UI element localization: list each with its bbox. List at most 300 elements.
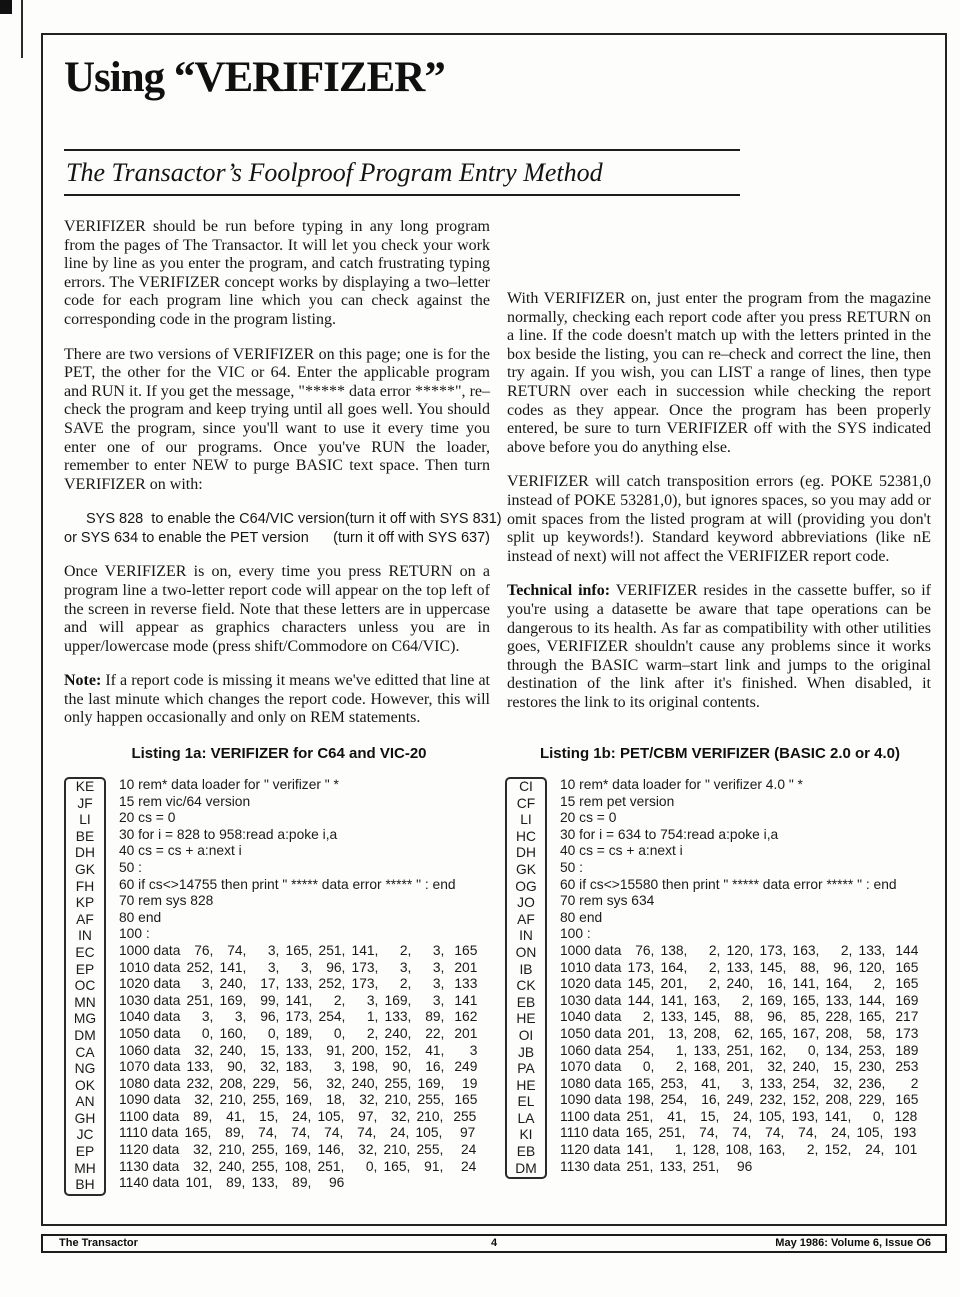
listing-line: 15 rem pet version: [560, 793, 675, 809]
listing-line: [560, 993, 918, 1010]
data-value: 96: [737, 1158, 753, 1174]
data-value: 253: [895, 1059, 919, 1075]
listing-line: 10 rem* data loader for " verifizer 4.0 " *: [560, 777, 803, 792]
data-value: 255,: [251, 1142, 279, 1158]
data-value: 144: [895, 942, 919, 958]
data-value: 3,: [234, 1009, 247, 1025]
data-value: 210,: [383, 1142, 411, 1158]
data-value: 165,: [184, 1125, 212, 1141]
data-value: 3,: [432, 942, 445, 958]
data-value: 152,: [792, 1092, 820, 1108]
listing-line-prefix: 1070 data: [560, 1059, 622, 1075]
data-value: 173,: [351, 959, 379, 975]
listing-line: 80 end: [560, 909, 603, 925]
data-value: 173,: [759, 942, 787, 958]
data-value: 145,: [627, 976, 655, 992]
data-value: 254,: [660, 1092, 688, 1108]
listing-1b: [505, 745, 935, 1179]
listing-line: [119, 1076, 477, 1093]
data-value: 168,: [693, 1059, 721, 1075]
data-value: 0,: [365, 1158, 378, 1174]
data-value: 88,: [734, 1009, 754, 1025]
scan-corner-mark: [0, 0, 12, 14]
data-value: 193: [893, 1125, 917, 1141]
data-value: 138,: [660, 942, 688, 958]
report-code: CI: [519, 779, 533, 794]
page-border: [41, 33, 947, 1226]
data-value: 141,: [626, 1142, 654, 1158]
listing-line-prefix: 1040 data: [119, 1009, 181, 1025]
report-code: EL: [517, 1094, 535, 1110]
data-value: 201,: [726, 1059, 754, 1075]
footer-magazine-name: The Transactor: [59, 1237, 138, 1249]
data-value: 19: [462, 1075, 478, 1091]
report-code: LI: [79, 812, 91, 828]
listing-line: [119, 1142, 477, 1159]
data-value: 251,: [186, 992, 214, 1008]
listing-line-prefix: 1000 data: [119, 942, 181, 958]
footer-page-number: 4: [490, 1237, 498, 1249]
data-value: 165: [895, 976, 919, 992]
report-code: MH: [74, 1160, 96, 1176]
data-value: 108,: [284, 1158, 312, 1174]
data-value: 41,: [226, 1108, 246, 1124]
report-code: LI: [520, 812, 532, 828]
data-value: 89,: [292, 1175, 312, 1191]
data-value: 105,: [856, 1125, 884, 1141]
sys-line: [64, 529, 490, 548]
data-value: 88,: [800, 959, 820, 975]
report-code: BH: [75, 1177, 95, 1193]
data-value: 141,: [660, 992, 688, 1008]
data-value: 89,: [425, 1009, 445, 1025]
data-value: 141,: [285, 992, 313, 1008]
report-code: AF: [517, 911, 535, 927]
data-value: 3,: [432, 976, 445, 992]
data-value: 165,: [285, 942, 313, 958]
sys-line-right: (turn it off with SYS 637): [333, 530, 490, 547]
report-code: JF: [77, 795, 93, 811]
data-value: 74,: [798, 1125, 818, 1141]
data-value: 240,: [218, 1158, 246, 1174]
data-value: 208,: [693, 1025, 721, 1041]
data-value: 253,: [660, 1075, 688, 1091]
data-value: 62,: [734, 1025, 754, 1041]
left-column: [64, 218, 502, 744]
data-value: 24,: [831, 1125, 851, 1141]
report-code: EB: [516, 994, 536, 1010]
data-value: 141,: [219, 959, 247, 975]
listing-line: [560, 1142, 918, 1159]
data-value: 3,: [741, 1075, 754, 1091]
data-value: 41,: [667, 1108, 687, 1124]
data-value: 16,: [767, 976, 787, 992]
data-value: 210,: [416, 1108, 444, 1124]
data-value: 164,: [825, 976, 853, 992]
report-code: KI: [519, 1127, 533, 1143]
report-code: DM: [515, 1160, 537, 1176]
data-value: 32,: [359, 1092, 379, 1108]
data-value: 96: [329, 1175, 345, 1191]
data-value: 152,: [824, 1142, 852, 1158]
data-value: 16,: [425, 1059, 445, 1075]
data-value: 240,: [351, 1075, 379, 1091]
data-value: 133,: [858, 942, 886, 958]
listing-line: [560, 1026, 918, 1043]
listing-line-prefix: 1120 data: [560, 1142, 621, 1158]
data-value: 201,: [627, 1025, 655, 1041]
data-value: 201,: [660, 976, 688, 992]
data-value: 240,: [219, 976, 247, 992]
listing-line: [119, 993, 477, 1010]
data-value: 254,: [792, 1075, 820, 1091]
data-value: 133,: [693, 1042, 721, 1058]
data-value: 251,: [726, 1042, 754, 1058]
data-value: 2: [910, 1075, 919, 1091]
data-value: 2,: [333, 992, 346, 1008]
report-code: NG: [74, 1061, 96, 1077]
data-value: 163,: [693, 992, 721, 1008]
data-value: 189,: [285, 1025, 313, 1041]
data-value: 85,: [800, 1009, 820, 1025]
data-value: 3,: [333, 1059, 346, 1075]
data-value: 2,: [708, 976, 721, 992]
data-value: 108,: [725, 1142, 753, 1158]
data-value: 255,: [251, 1158, 279, 1174]
data-value: 255,: [416, 1142, 444, 1158]
data-value: 3,: [432, 992, 445, 1008]
data-value: 128,: [692, 1142, 720, 1158]
data-value: 173,: [627, 959, 655, 975]
paragraph: VERIFIZER will catch transposition errors (eg. POKE 52381,0 instead of POKE 53281,0), but ignores spaces, so you may add or omit spaces from the listed program at will (providing you don't split up keywords!). Standard keyword abbreviations (like nE instead of next) will not affect the VERIFIZER report code.: [507, 473, 931, 565]
data-value: 162: [454, 1009, 478, 1025]
data-value: 24,: [390, 1125, 410, 1141]
data-value: 89,: [193, 1108, 213, 1124]
listing-line: 30 for i = 634 to 754:read a:poke i,a: [560, 826, 779, 842]
report-code: AF: [76, 911, 94, 927]
data-value: 32,: [833, 1075, 853, 1091]
subtitle-rule-bottom: [64, 194, 740, 196]
data-value: 251,: [658, 1125, 686, 1141]
data-value: 76,: [194, 942, 214, 958]
listing-line: 10 rem* data loader for " verifizer " *: [119, 777, 339, 792]
data-value: 165,: [625, 1125, 653, 1141]
data-value: 91,: [424, 1158, 444, 1174]
data-value: 3,: [267, 942, 280, 958]
report-code: IN: [519, 928, 533, 944]
data-value: 120,: [858, 959, 886, 975]
data-value: 144,: [858, 992, 886, 1008]
listing-line: 40 cs = cs + a:next i: [119, 843, 242, 859]
data-value: 2,: [675, 1059, 688, 1075]
data-value: 74,: [258, 1125, 278, 1141]
data-value: 167,: [792, 1025, 820, 1041]
report-code: HE: [516, 1077, 536, 1093]
data-value: 252,: [318, 976, 346, 992]
data-value: 255,: [417, 1092, 445, 1108]
listing-line: [560, 1109, 918, 1126]
data-value: 2,: [708, 942, 721, 958]
listing-line: [119, 1175, 477, 1192]
report-code: IN: [78, 928, 92, 944]
report-code-box: [505, 777, 547, 1179]
listing-line: 50 :: [560, 859, 584, 875]
listing-line-prefix: 1110 data: [119, 1125, 179, 1141]
listing-line: 70 rem sys 828: [119, 893, 214, 909]
data-value: 229,: [858, 1092, 886, 1108]
data-value: 74,: [765, 1125, 785, 1141]
listing-line: 60 if cs<>15580 then print " ***** data error ***** " : end: [560, 876, 897, 892]
report-code: GK: [75, 861, 95, 877]
paragraph: Once VERIFIZER is on, every time you press RETURN on a program line a two-letter report code will appear on the top left of the screen in reverse field. Note that these letters are in uppercase and will appear as graphics characters unless you are in upper/lowercase mode (press shift/Commodore on C64/VIC).: [64, 563, 490, 655]
data-value: 254,: [627, 1042, 655, 1058]
report-code: HC: [516, 828, 536, 844]
data-value: 2,: [741, 992, 754, 1008]
data-value: 173,: [285, 1009, 313, 1025]
data-value: 208,: [825, 1025, 853, 1041]
data-value: 210,: [219, 1092, 247, 1108]
listing-line-prefix: 1080 data: [560, 1075, 622, 1091]
listing-line: [560, 976, 918, 993]
listing-body: [505, 777, 935, 1179]
report-code: IB: [519, 961, 533, 977]
data-value: 3,: [300, 959, 313, 975]
data-value: 15,: [833, 1059, 853, 1075]
technical-info-text: VERIFIZER resides in the cassette buffer, so if you're using a datasette be aware that tape operations can be dangerous to its health. As far as compatibility with other utilities goes, VERIFIZER shouldn't cause any problems since it works through the BASIC warm–start link and jumps to the original destination of the link after it's finished. When disabled, it restores the link to its original contents.: [507, 582, 932, 711]
data-value: 32,: [193, 1158, 213, 1174]
paragraph: VERIFIZER should be run before typing in any long program from the pages of The Transactor. It will let you check your work line by line as you enter the program, and catch frustrating typing errors. The VERIFIZER concept works by displaying a two–letter code for each program line which you can check against the corresponding code in the program listing.: [64, 218, 490, 328]
data-value: 120,: [726, 942, 754, 958]
listing-line: [119, 1009, 477, 1026]
data-value: 189: [895, 1042, 919, 1058]
report-code: DH: [75, 845, 95, 861]
data-value: 173,: [351, 976, 379, 992]
listing-lines: [560, 777, 918, 1179]
data-value: 74,: [324, 1125, 344, 1141]
listing-line-prefix: 1090 data: [560, 1092, 622, 1108]
data-value: 165: [454, 1092, 478, 1108]
data-value: 97: [459, 1125, 476, 1141]
data-value: 3,: [432, 959, 445, 975]
listing-line: 80 end: [119, 909, 162, 925]
data-value: 165,: [627, 1075, 655, 1091]
data-value: 18,: [326, 1092, 346, 1108]
note-lead: Note:: [64, 672, 102, 690]
data-value: 2,: [399, 976, 412, 992]
data-value: 141: [454, 992, 478, 1008]
data-value: 165: [895, 959, 919, 975]
data-value: 2,: [399, 942, 412, 958]
data-value: 217: [895, 1009, 919, 1025]
data-value: 32,: [326, 1075, 346, 1091]
data-value: 24,: [733, 1108, 753, 1124]
data-value: 133,: [759, 1075, 787, 1091]
report-code: MN: [74, 994, 96, 1010]
data-value: 255,: [252, 1092, 280, 1108]
data-value: 133,: [285, 976, 313, 992]
data-value: 210,: [218, 1142, 246, 1158]
data-value: 41,: [425, 1042, 445, 1058]
listing-line: [560, 1009, 918, 1026]
technical-info-lead: Technical info:: [507, 582, 611, 600]
data-value: 240,: [384, 1025, 412, 1041]
report-code: CA: [75, 1044, 95, 1060]
data-value: 0,: [807, 1042, 820, 1058]
data-value: 1,: [366, 1009, 379, 1025]
footer-issue: May 1986: Volume 6, Issue O6: [775, 1237, 931, 1249]
data-value: 141,: [792, 976, 820, 992]
listing-line-prefix: 1020 data: [560, 976, 622, 992]
report-code: DH: [516, 845, 536, 861]
report-code: KP: [75, 895, 95, 911]
data-value: 74,: [732, 1125, 752, 1141]
data-value: 32,: [194, 1092, 214, 1108]
data-value: 255,: [384, 1075, 412, 1091]
data-value: 32,: [767, 1059, 787, 1075]
data-value: 105,: [317, 1108, 345, 1124]
data-value: 251,: [692, 1158, 720, 1174]
data-value: 58,: [866, 1025, 886, 1041]
data-value: 2,: [873, 976, 886, 992]
report-code: GH: [74, 1110, 96, 1126]
data-value: 169,: [417, 1075, 445, 1091]
listing-line-prefix: 1080 data: [119, 1075, 181, 1091]
data-value: 32,: [193, 1142, 213, 1158]
data-value: 141,: [824, 1108, 852, 1124]
sys-line-left: SYS 828 to enable the C64/VIC version: [86, 511, 345, 528]
data-value: 183,: [285, 1059, 313, 1075]
data-value: 145,: [693, 1009, 721, 1025]
data-value: 3,: [366, 992, 379, 1008]
data-value: 251,: [626, 1108, 654, 1124]
data-value: 97,: [358, 1108, 378, 1124]
data-value: 89,: [225, 1125, 245, 1141]
data-value: 254,: [318, 1009, 346, 1025]
listing-line: [119, 976, 477, 993]
listing-line: 100 :: [119, 926, 150, 942]
data-value: 163,: [792, 942, 820, 958]
listing-line: 20 cs = 0: [119, 810, 176, 826]
listing-line: 100 :: [560, 926, 591, 942]
data-value: 24,: [865, 1142, 885, 1158]
data-value: 17,: [260, 976, 280, 992]
data-value: 193,: [791, 1108, 819, 1124]
data-value: 16,: [701, 1092, 721, 1108]
data-value: 24,: [292, 1108, 312, 1124]
data-value: 32,: [391, 1108, 411, 1124]
listing-line-prefix: 1000 data: [560, 942, 622, 958]
listing-line-prefix: 1030 data: [560, 992, 622, 1008]
data-value: 240,: [219, 1042, 247, 1058]
note-text: If a report code is missing it means we've editted that line at the last minute which changes the report code. However, this will only happen occasionally and only on REM statements.: [64, 672, 490, 727]
data-value: 3,: [201, 1009, 214, 1025]
data-value: 56,: [293, 1075, 313, 1091]
paragraph: With VERIFIZER on, just enter the program from the magazine normally, checking each report code after you press RETURN on a line. If the code doesn't match up with the letters printed in the box beside the listing, you can re–check and correct the line, then try again. If you wish, you can LIST a range of lines, then type RETURN over each in succession while checking the report codes as they appear. Once the program has been properly entered, be sure to turn VERIFIZER off with the SYS indicated above before you do anything else.: [507, 290, 931, 456]
footer-bar: [41, 1234, 947, 1253]
listing-line: 40 cs = cs + a:next i: [560, 843, 683, 859]
listing-line-prefix: 1120 data: [119, 1142, 180, 1158]
data-value: 74,: [357, 1125, 377, 1141]
listing-line-prefix: 1010 data: [560, 959, 622, 975]
listing-line-prefix: 1140 data: [119, 1175, 180, 1191]
data-value: 232,: [186, 1075, 214, 1091]
data-value: 173: [895, 1025, 919, 1041]
listing-line: [119, 1109, 477, 1126]
listing-line-prefix: 1030 data: [119, 992, 181, 1008]
data-value: 91,: [326, 1042, 346, 1058]
data-value: 32,: [260, 1059, 280, 1075]
data-value: 229,: [252, 1075, 280, 1091]
data-value: 15,: [700, 1108, 720, 1124]
listing-lines: [119, 777, 477, 1196]
listing-line-prefix: 1050 data: [119, 1025, 181, 1041]
listing-line: [560, 1043, 918, 1060]
listing-title: Listing 1b: PET/CBM VERIFIZER (BASIC 2.0 or 4.0): [539, 745, 901, 762]
data-value: 2,: [366, 1025, 379, 1041]
data-value: 105,: [415, 1125, 443, 1141]
sys-line-left: or SYS 634 to enable the PET version: [64, 530, 309, 547]
data-value: 253,: [858, 1042, 886, 1058]
listing-line: [119, 1059, 477, 1076]
data-value: 146,: [317, 1142, 345, 1158]
report-code-box: [64, 777, 106, 1196]
listing-line-prefix: 1130 data: [560, 1158, 621, 1174]
data-value: 15,: [260, 1042, 280, 1058]
listing-line-prefix: 1040 data: [560, 1009, 622, 1025]
listing-line: [560, 1059, 918, 1076]
data-value: 1,: [674, 1142, 687, 1158]
listing-line: 20 cs = 0: [560, 810, 617, 826]
data-value: 3,: [267, 959, 280, 975]
data-value: 169,: [759, 992, 787, 1008]
data-value: 96,: [767, 1009, 787, 1025]
data-value: 165,: [383, 1158, 411, 1174]
data-value: 165,: [792, 992, 820, 1008]
listing-line: [560, 1092, 918, 1109]
data-value: 164,: [660, 959, 688, 975]
data-value: 165,: [759, 1025, 787, 1041]
report-code: FH: [75, 878, 95, 894]
report-code: DM: [74, 1027, 96, 1043]
data-value: 133,: [660, 1009, 688, 1025]
data-value: 165,: [858, 1009, 886, 1025]
data-value: 169,: [219, 992, 247, 1008]
right-column: [507, 290, 931, 728]
data-value: 15,: [259, 1108, 279, 1124]
report-code: JO: [517, 895, 535, 911]
listing-line-prefix: 1110 data: [560, 1125, 620, 1141]
data-value: 145,: [759, 959, 787, 975]
data-value: 160,: [219, 1025, 247, 1041]
technical-info-paragraph: [507, 582, 931, 712]
listing-line: [119, 1159, 477, 1176]
data-value: 22,: [425, 1025, 445, 1041]
report-code: MG: [73, 1011, 97, 1027]
listing-line: [560, 943, 918, 960]
report-code: EC: [75, 944, 95, 960]
scan-artifact-line: [21, 0, 23, 58]
data-value: 198,: [351, 1059, 379, 1075]
report-code: CF: [516, 795, 536, 811]
listing-line: 50 :: [119, 859, 143, 875]
listing-line-prefix: 1010 data: [119, 959, 181, 975]
data-value: 0,: [201, 1025, 214, 1041]
data-value: 133,: [285, 1042, 313, 1058]
data-value: 0,: [267, 1025, 280, 1041]
note-paragraph: [64, 672, 490, 728]
listing-line: [560, 1159, 918, 1176]
data-value: 134,: [825, 1042, 853, 1058]
